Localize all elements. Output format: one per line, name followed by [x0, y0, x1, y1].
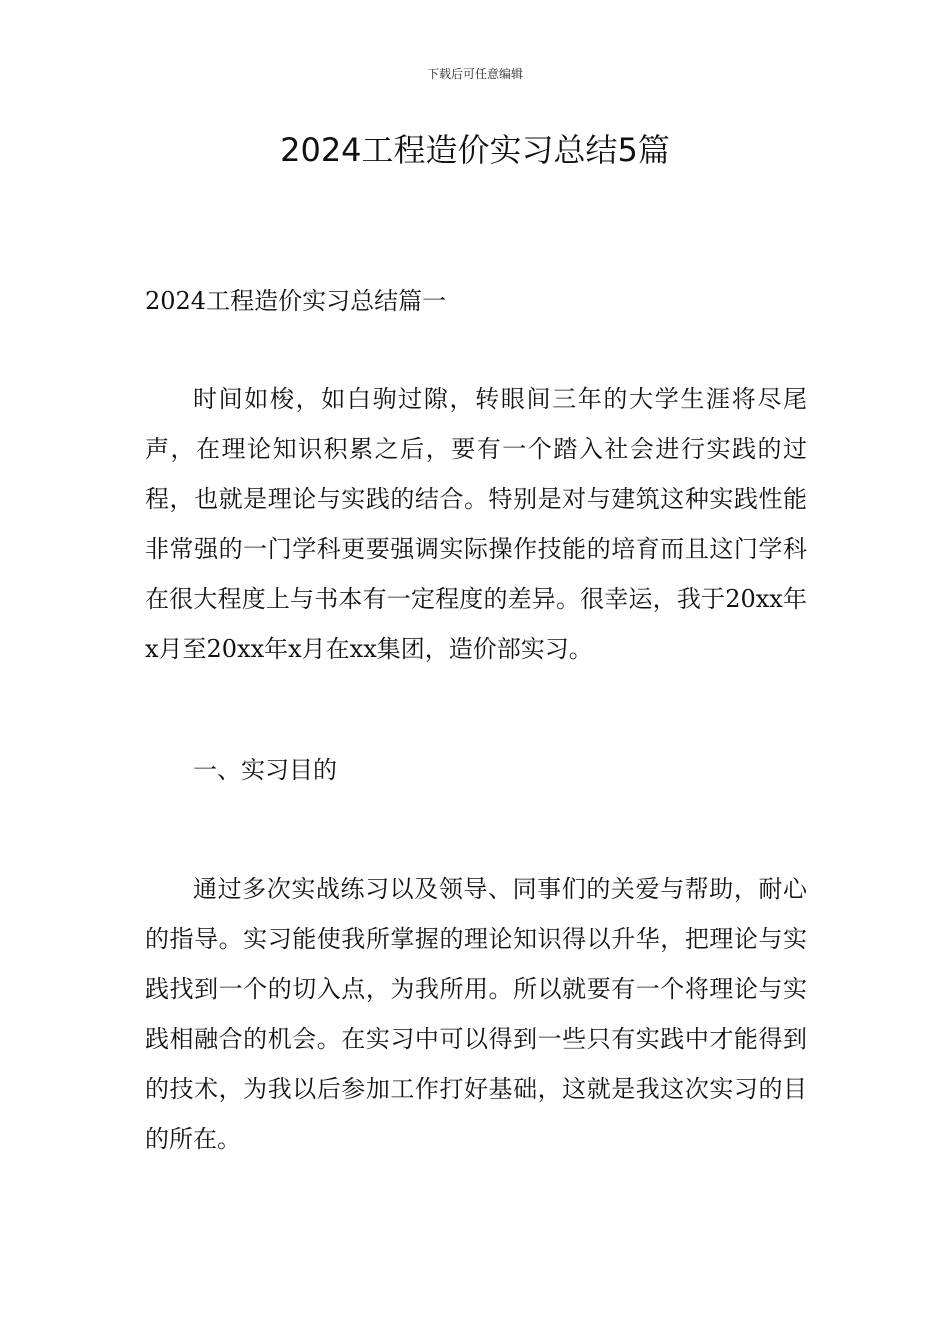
page-header-note: 下载后可任意编辑	[426, 67, 523, 81]
document-title: 2024工程造价实习总结5篇	[280, 131, 670, 169]
subheading-internship-purpose: 一、实习目的	[193, 756, 337, 784]
body-paragraph-1: 时间如梭，如白驹过隙，转眼间三年的大学生涯将尽尾声，在理论知识积累之后，要有一个踏入社会进行实践的过程，也就是理论与实践的结合。特别是对与建筑这种实践性能非常强的一门学科更要强调实际操作技能的培育而且这门学科在很大程度上与书本有一定程度的差异。很幸运，我于20xx年x月至20xx年x月在xx集团，造价部实习。	[145, 385, 807, 663]
body-paragraph-2: 通过多次实战练习以及领导、同事们的关爱与帮助，耐心的指导。实习能使我所掌握的理论知识得以升华，把理论与实践找到一个的切入点，为我所用。所以就要有一个将理论与实践相融合的机会。在实习中可以得到一些只有实践中才能得到的技术，为我以后参加工作打好基础，这就是我这次实习的目的所在。	[145, 875, 807, 1153]
section-heading: 2024工程造价实习总结篇一	[145, 287, 447, 315]
